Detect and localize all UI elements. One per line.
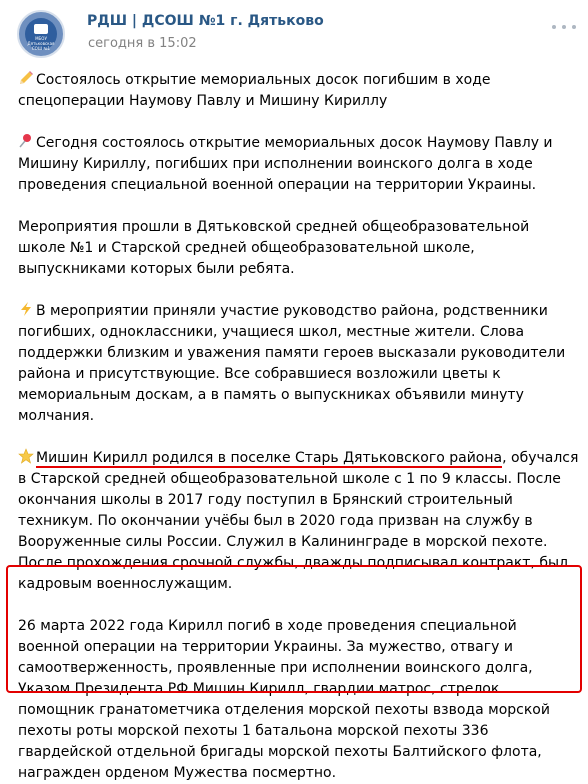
paragraph-text: 26 марта 2022 года Кирилл погиб в ходе проведения специальной военной операции на территории Украины. За мужество, отвагу и самоотверженность, проявленные при исполнении воинского долга, Указом Президента РФ Мишин Кирилл, гвардии матрос, стрелок помощник гранатометчика отделения морской пехоты взвода морской пехоты роты морской пехоты 1 батальона морской пехоты 336 гвардейской отдельной бригады морской пехоты Балтийского флота, награжден орденом Мужества посмертно. [18,618,550,781]
paragraph-text: Состоялось открытие мемориальных досок погибшим в ходе спецоперации Наумову Павлу и Мишину Кириллу [18,72,491,109]
post-time[interactable]: сегодня в 15:02 [88,36,197,51]
paragraph-title [18,70,580,112]
avatar-text: МБОУ Дятьковская СОШ №1 [27,36,55,51]
post-header [0,0,588,58]
pencil-icon [18,70,34,86]
avatar-emblem [25,18,57,50]
dot-icon [562,25,566,29]
paragraph-participants [18,301,580,427]
paragraph-text: Мероприятия прошли в Дятьковской средней общеобразовательной школе №1 и Старской средней общеобразовательной школе, выпускниками которых были ребята. [18,219,530,277]
dot-icon [572,25,576,29]
group-avatar[interactable] [17,10,65,58]
book-icon [34,24,48,34]
paragraph-text: Сегодня состоялось открытие мемориальных досок Наумову Павлу и Мишину Кириллу, погибших при исполнении воинского долга в ходе проведения специальной военной операции на территории Украины. [18,135,553,193]
lightning-icon [18,301,34,317]
paragraph-text: В мероприятии приняли участие руководство района, родственники погибших, одноклассники, учащиеся школ, местные жители. Слова поддержки близким и уважения памяти героев высказали руководители района и присутствующие. Все собравшиеся возложили цветы к мемориальным доскам, а в память о выпускниках объявили минуту молчания. [18,303,566,424]
star-icon [18,448,34,464]
more-actions-button[interactable] [552,21,576,33]
paragraph-places [18,217,580,280]
paragraph-text: , обучался в Старской средней общеобразовательной школе с 1 по 9 классы. После окончания школы в 2017 году поступил в Брянский строительный техникум. По окончании учёбы был в 2020 года призван на службу в Вооруженные силы России. Служил в Калининграде в морской пехоте. После прохождения срочной службы, дважды подписывал контракт, был кадровым военнослужащим. [18,450,579,592]
pushpin-icon [18,133,34,149]
underlined-text: Мишин Кирилл родился в поселке Старь Дятьковского района [36,450,503,466]
dot-icon [552,25,556,29]
highlight-box [6,565,582,693]
paragraph-intro [18,133,580,196]
group-name-link[interactable]: РДШ | ДСОШ №1 г. Дятьково [87,13,324,29]
